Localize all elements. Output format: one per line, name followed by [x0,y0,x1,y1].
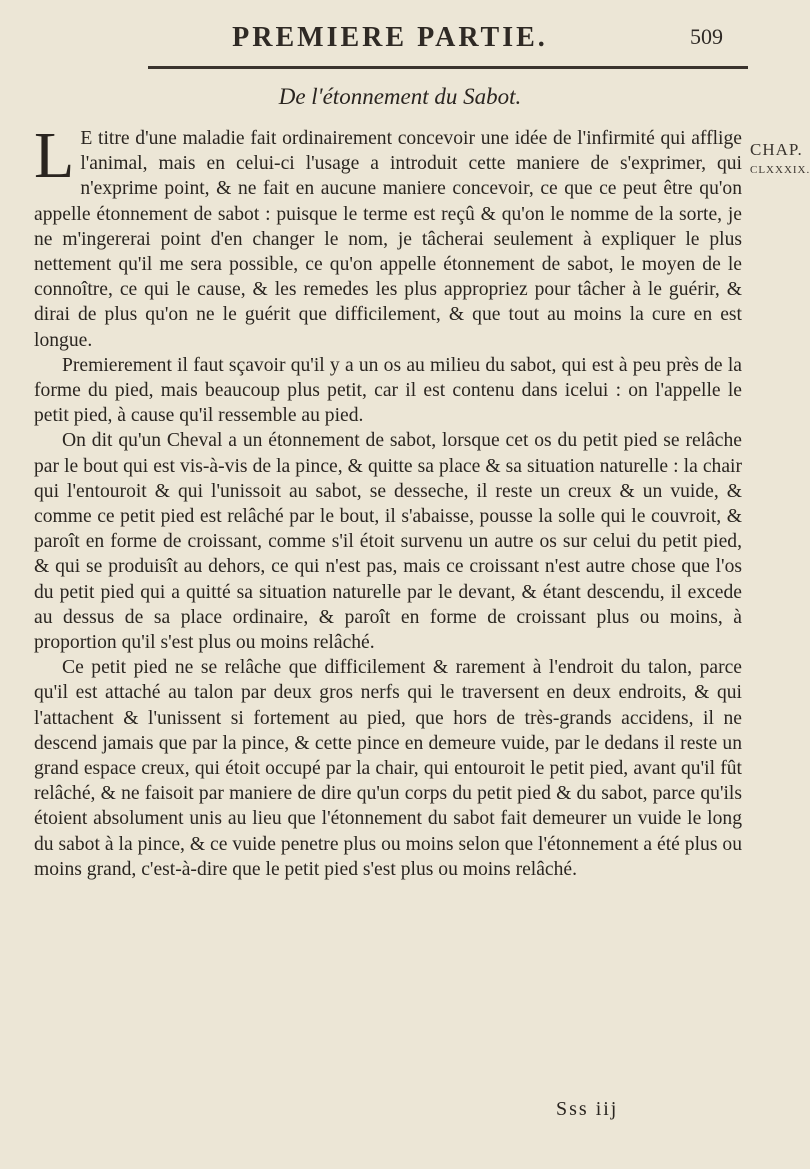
running-head: PREMIERE PARTIE. [232,22,548,53]
body-text [34,119,742,882]
margin-chapter-label: CHAP. [750,140,803,159]
section-title: De l'étonnement du Sabot. [278,84,522,109]
drop-cap: L [34,119,75,192]
page-number: 509 [690,24,723,49]
paragraph-3: On dit qu'un Cheval a un étonnement de sabot, lorsque cet os du petit pied se relâche par le bout qui est vis-à-vis de la pince, & quitte sa place & sa situation naturelle : la chair qui l'entouroit & qui l'unissoit au sabot, se desseche, il reste un creux & un vuide, & comme ce petit pied est relâché par le bout, il s'abaisse, pousse la solle qui le couvroit, & paroît en forme de croissant, comme s'il étoit survenu un autre os sur celui du petit pied, & qui se produisît au dehors, ce qui n'est pas, mais ce croissant n'est autre chose que l'os du petit pied qui a quitté sa situation naturelle par le devant, & étant descendu, il excede au dessus de sa place ordinaire, & paroît en forme de croissant plus ou moins, à proportion qu'il s'est plus ou moins relâché. [34,430,742,654]
paragraph-4: Ce petit pied ne se relâche que difficilement & rarement à l'endroit du talon, parce qu'il est attaché au talon par deux gros nerfs qui le traversent en deux endroits, & qui l'attachent & l'unissent si fortement au pied, que hors de très-grands accidens, il ne descend jamais que par la pince, & cette pince en demeure vuide, par le dedans il reste un grand espace creux, qui étoit occupé par la chair, qui entouroit le petit pied, avant qu'il fût relâché, & ne faisoit par maniere de dire qu'un corps du petit pied & du sabot, parce qu'ils étoient absolument unis au lieu que l'étonnement du sabot fait demeurer un vuide le long du sabot à la pince, & ce vuide penetre plus ou moins selon que l'étonnement a été plus ou moins grand, c'est-à-dire que le petit pied s'est plus ou moins relâché. [34,657,742,880]
paragraph-2: Premierement il faut sçavoir qu'il y a un os au milieu du sabot, qui est à peu près de la forme du pied, mais beaucoup plus petit, car il est contenu dans icelui : on l'appelle le petit pied, à cause qu'il ressemble au pied. [34,354,742,427]
paragraph-1-text: E titre d'une maladie fait ordinairement concevoir une idée de l'infirmité qui afflige l'animal, mais en celui-ci l'usage a introduit cette maniere de s'exprimer, qui n'exprime point, & ne fait en aucune maniere concevoir, ce que ce peut être qu'on appelle étonnement de sabot : puisque le terme est reçû & qu'on le nomme de la sorte, je ne m'ingererai point d'en changer le nom, je tâcherai seulement à expliquer le plus nettement qu'il me sera possible, ce qu'on appelle étonnement de sabot, le moyen de le connoître, ce qui le cause, & les remedes les plus appropriez pour tâcher à le guérir, & dirai de plus qu'on ne le guérit que difficilement, & que tout au moins la cure en est longue. [34,128,742,351]
signature-mark: Sss iij [556,1098,619,1120]
header-rule [148,66,748,69]
paragraph-1 [34,119,742,353]
margin-chapter-number: CLXXXIX. [750,164,810,176]
